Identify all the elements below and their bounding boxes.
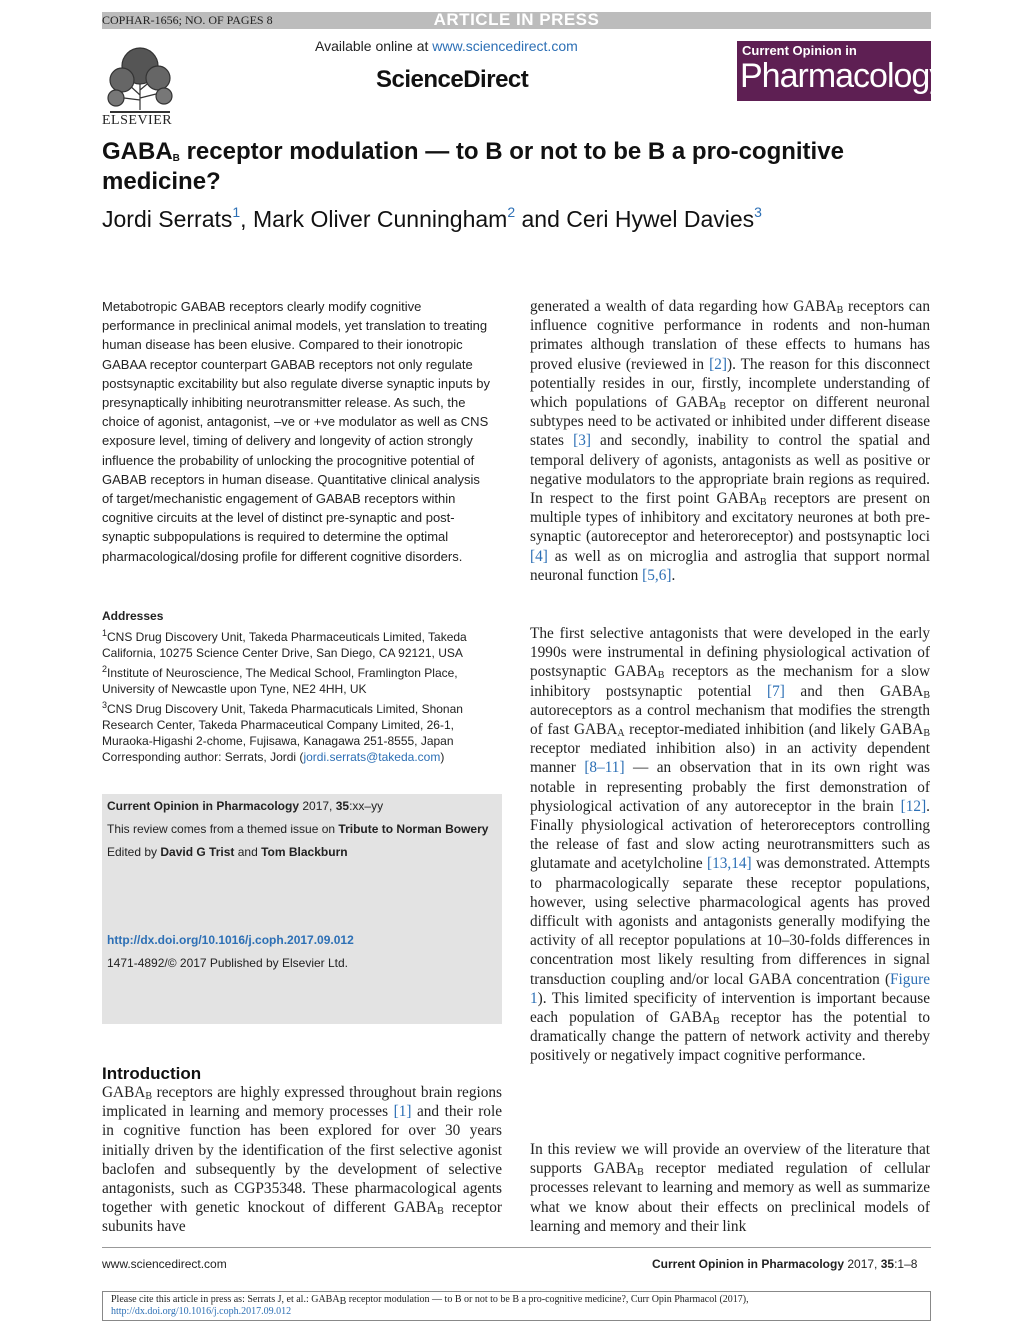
introduction-heading: Introduction [102,1064,202,1083]
journal-logo-name: Pharmacology [740,57,946,95]
introduction-paragraph: $GABA_B$ receptors are highly expressed throughout brain regions implicated in learning and memory processes [1] and their role in cognitive function has been explored for over 30 years initially driven by the identification of the first selective agonist baclofen and subsequently by the development of selective antagonists, such as CGP35348. These pharmacological agents together with genetic knockout of different $GABA_B$ receptor subunits have [102,1084,502,1236]
reference-link[interactable]: [8–11] [584,759,625,777]
body-paragraph-2: The first selective antagonists that were developed in the early 1990s were instrumental in defining physiological activation of postsynaptic $GABA_B$ receptors as the mechanism for a slow inhibitory postsynaptic potential [7] and then $GABA_B$ autoreceptors as a control mechanism that modifies the strength of fast $GABA_A$ receptor-mediated inhibition (and likely $GABA_B$ receptor mediated inhibition also) in an activity dependent manner [8–11] — an observation that in its own right was notable in representing probably the first demonstration of physiological activation of any autoreceptor in the brain [12]. Finally physiological activation of heteroreceptors controlling the release of fast and slow acting neurotransmitters such as glutamate and acetylcholine [13,14] was demonstrated. Attempts to pharmacologically separate these receptor populations, however, using selective pharmacological agents has proved difficult with agonists and antagonists generally modifying the activity of all receptor populations at 10–30-folds differences in concentration most likely resulting from differences in signal transduction coupling and/or local GABA concentration (Figure 1). This limited specificity of intervention is important because each population of $GABA_B$ receptor has the potential to dramatically change the pattern of network activity and thereby positively or negatively impact cognitive performance. [530,625,930,1065]
reference-link[interactable]: [1] [393,1103,412,1121]
address-item: $^2$Institute of Neuroscience, The Medical School, Framlington Place, University of Newcastle upon Tyne, NE2 4HH, UK [102,664,458,696]
addresses-heading: Addresses [102,609,164,623]
footer-divider [102,1247,931,1248]
sciencedirect-wordmark: ScienceDirect [376,66,529,93]
doi-link[interactable]: http://dx.doi.org/10.1016/j.coph.2017.09.012 [107,933,354,947]
edited-by: Edited by David G Trist and Tom Blackburn [107,845,348,859]
article-info-box [102,794,502,1024]
journal-logo-top: Current Opinion in [742,43,857,58]
reference-link[interactable]: [2] [709,355,727,373]
reference-link[interactable]: [13,14] [707,855,752,873]
citation-box: Please cite this article in press as: Serrats J, et al.: $GABA_B$ receptor modulation — to B or not to be B a pro-cognitive medicine?, Curr Opin Pharmacol (2017), http://dx.doi.org/10.1016/j.coph.2017.09.012 [102,1291,931,1321]
body-paragraph-1: generated a wealth of data regarding how $GABA_B$ receptors can influence cognitive performance in rodents and non-human primates although translation of these effects to humans has proved elusive (reviewed in [2]). The reason for this disconnect potentially resides in our, firstly, incomplete understanding of which populations of $GABA_B$ receptor on different neuronal subtypes need to be activated or inhibited under different disease states [3] and secondly, inability to control the spatial and temporal delivery of agonists, antagonists as well as positive or negative modulators to the appropriate brain regions as required. In respect to the first point $GABA_B$ receptors are present on multiple types of inhibitory and excitatory neurones at both pre-synaptic (autoreceptor and heteroreceptor) and postsynaptic loci [4] as well as on microglia and astroglia that support normal neuronal function [5,6]. [530,298,930,584]
publisher-name: ELSEVIER [102,113,173,128]
corresponding-email-link[interactable]: jordi.serrats@takeda.com [303,750,441,764]
sciencedirect-link[interactable]: www.sciencedirect.com [432,38,578,54]
footer-journal: Current Opinion in Pharmacology 2017, 35:1–8 [652,1257,918,1271]
article-code: COPHAR-1656; NO. OF PAGES 8 [102,13,273,27]
reference-link[interactable]: [12] [900,797,927,815]
reference-link[interactable]: [4] [530,547,548,565]
article-in-press-bar [102,12,931,29]
abstract: Metabotropic GABAB receptors clearly modify cognitive performance in preclinical animal models, yet translation to treating human disease has been elusive. Compared to their ionotropic GABAA receptor counterpart GABAB receptors not only regulate postsynaptic excitability but also regulate diverse synaptic inputs by presynaptically inhibiting neurotransmitter release. As such, the choice of agonist, antagonist, –ve or +ve modulator as well as CNS exposure level, timing of delivery and longevity of action strongly influence the probability of unlocking the procognitive potential of GABAB receptors in human disease. Quantitative clinical analysis of target/mechanistic engagement of GABAB receptors within cognitive circuits at the level of distinct pre-synaptic and post-synaptic subpopulations is required to determine the optimal pharmacological/dosing profile for different cognitive disorders. [102,299,491,564]
authors: Jordi Serrats$^1$, Mark Oliver Cunningham$^2$ and Ceri Hywel Davies$^3$ [102,204,762,232]
reference-link[interactable]: [7] [767,682,785,700]
article-in-press-label: ARTICLE IN PRESS [433,10,600,29]
issn-copyright: 1471-4892/© 2017 Published by Elsevier Ltd. [107,956,349,970]
themed-issue: This review comes from a themed issue on Tribute to Norman Bowery [107,822,489,836]
reference-link[interactable]: [3] [573,432,591,450]
journal-citation: Current Opinion in Pharmacology 2017, 35:xx–yy [107,799,384,813]
address-item: $^1$CNS Drug Discovery Unit, Takeda Pharmaceuticals Limited, Takeda California, 10275 Science Center Drive, San Diego, CA 92121, USA [102,628,467,660]
figure-link[interactable]: Figure 1 [530,970,930,1007]
reference-link[interactable]: [5,6] [642,566,672,584]
available-online: Available online at www.sciencedirect.com [315,38,578,54]
corresponding-author: Corresponding author: Serrats, Jordi (jordi.serrats@takeda.com) [102,750,445,764]
citation-doi-link[interactable]: http://dx.doi.org/10.1016/j.coph.2017.09.012 [111,1306,292,1317]
addresses [102,608,494,749]
journal-logo [737,41,946,101]
address-item: $^3$CNS Drug Discovery Unit, Takeda Pharmacuticals Limited, Shonan Research Center, Takeda Pharmaceutical Company Limited, 26-1, Muraoka-Higashi 2-chome, Fujisawa, Kanagawa 251-8555, Japan [102,700,463,748]
footer-website: www.sciencedirect.com [102,1257,227,1271]
body-paragraph-3: In this review we will provide an overview of the literature that supports $GABA_B$ receptor mediated regulation of cellular processes relevant to learning and memory as well as summarize what we know about their effects on preclinical models of learning and memory and their link [530,1141,930,1235]
article-title: $GABA_B$ receptor modulation — to B or not to be B a pro-cognitive medicine? [102,138,844,195]
